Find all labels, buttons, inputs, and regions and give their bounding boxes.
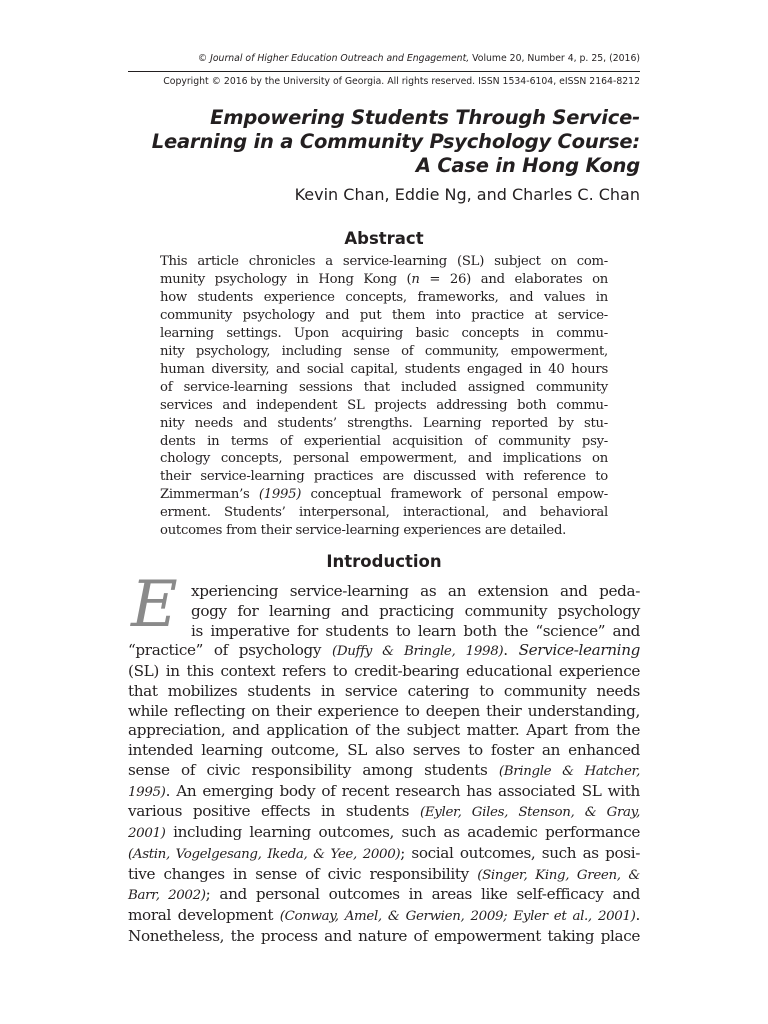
abstract-line: how students experience concepts, frameworks, and values in bbox=[160, 289, 608, 305]
body-line: sense of civic responsibility among students (Bringle & Hatcher, bbox=[128, 760, 640, 779]
header-rule bbox=[128, 71, 640, 72]
abstract-line: munity psychology in Hong Kong (n = 26) and elaborates on bbox=[160, 271, 609, 287]
body-line: tive changes in sense of civic responsibility (Singer, King, Green, & bbox=[128, 864, 640, 883]
introduction-heading: Introduction bbox=[326, 552, 442, 571]
author-list: Kevin Chan, Eddie Ng, and Charles C. Chan bbox=[294, 185, 640, 204]
abstract-line: nity needs and students’ strengths. Learning reported by stu- bbox=[160, 415, 608, 431]
abstract-line: erment. Students’ interpersonal, interactional, and behavioral bbox=[160, 505, 608, 521]
journal-name: Journal of Higher Education Outreach and Engagement, bbox=[210, 53, 470, 64]
body-line: while reflecting on their experience to deepen their understanding, bbox=[128, 701, 640, 720]
abstract-line: their service-learning practices are discussed with reference to bbox=[160, 469, 608, 485]
abstract-body bbox=[160, 253, 608, 540]
body-line: (Astin, Vogelgesang, Ikeda, & Yee, 2000); social outcomes, such as posi- bbox=[128, 843, 640, 862]
body-line: (SL) in this context refers to credit-bearing educational experience bbox=[128, 662, 640, 680]
abstract-line: dents in terms of experiential acquisition of community psy- bbox=[160, 433, 608, 449]
body-line: Nonetheless, the process and nature of empowerment taking place bbox=[128, 926, 640, 945]
title-line: Empowering Students Through Service- bbox=[210, 106, 640, 129]
abstract-line: outcomes from their service-learning experiences are detailed. bbox=[160, 523, 567, 539]
journal-details: Volume 20, Number 4, p. 25, (2016) bbox=[469, 53, 640, 64]
body-line: gogy for learning and practicing community psychology bbox=[191, 601, 640, 620]
abstract-line: nity psychology, including sense of community, empowerment, bbox=[160, 343, 608, 359]
body-line: that mobilizes students in service catering to community needs bbox=[128, 681, 640, 700]
body-line: appreciation, and application of the subject matter. Apart from the bbox=[128, 721, 640, 740]
abstract-line: chology concepts, personal empowerment, and implications on bbox=[160, 451, 608, 467]
body-line: Barr, 2002); and personal outcomes in areas like self-efficacy and bbox=[128, 885, 640, 904]
title-line: Learning in a Community Psychology Course: bbox=[151, 130, 640, 153]
body-line: 1995). An emerging body of recent research has associated SL with bbox=[128, 781, 640, 800]
abstract-line: community psychology and put them into practice at service- bbox=[160, 307, 608, 323]
abstract-line: of service-learning sessions that included assigned community bbox=[160, 379, 608, 395]
journal-citation-line bbox=[198, 53, 640, 64]
introduction-body bbox=[128, 582, 640, 947]
abstract-line: services and independent SL projects addressing both commu- bbox=[160, 397, 608, 413]
body-line: various positive effects in students (Eyler, Giles, Stenson, & Gray, bbox=[128, 802, 640, 821]
body-line: is imperative for students to learn both the “science” and bbox=[191, 621, 640, 640]
abstract-line: This article chronicles a service-learning (SL) subject on com- bbox=[160, 254, 608, 269]
abstract-line: learning settings. Upon acquiring basic concepts in commu- bbox=[160, 325, 608, 341]
title-line: A Case in Hong Kong bbox=[415, 154, 640, 177]
abstract-line: human diversity, and social capital, students engaged in 40 hours bbox=[160, 361, 608, 377]
body-line: “practice” of psychology (Duffy & Bringle, 1998). Service-learning bbox=[128, 641, 640, 660]
body-line: xperiencing service-learning as an extension and peda- bbox=[191, 582, 640, 600]
copyright-symbol: © bbox=[197, 53, 211, 64]
body-line: 2001) including learning outcomes, such as academic performance bbox=[128, 823, 640, 841]
body-line: moral development (Conway, Amel, & Gerwien, 2009; Eyler et al., 2001). bbox=[128, 906, 640, 924]
body-line: intended learning outcome, SL also serves to foster an enhanced bbox=[128, 741, 640, 759]
article-title bbox=[120, 106, 640, 178]
copyright-line: Copyright © 2016 by the University of Georgia. All rights reserved. ISSN 1534-6104, eISSN 2164-8212 bbox=[163, 76, 640, 87]
abstract-line: Zimmerman’s (1995) conceptual framework of personal empow- bbox=[160, 487, 608, 503]
drop-cap: E bbox=[131, 568, 178, 642]
abstract-heading: Abstract bbox=[344, 229, 424, 248]
